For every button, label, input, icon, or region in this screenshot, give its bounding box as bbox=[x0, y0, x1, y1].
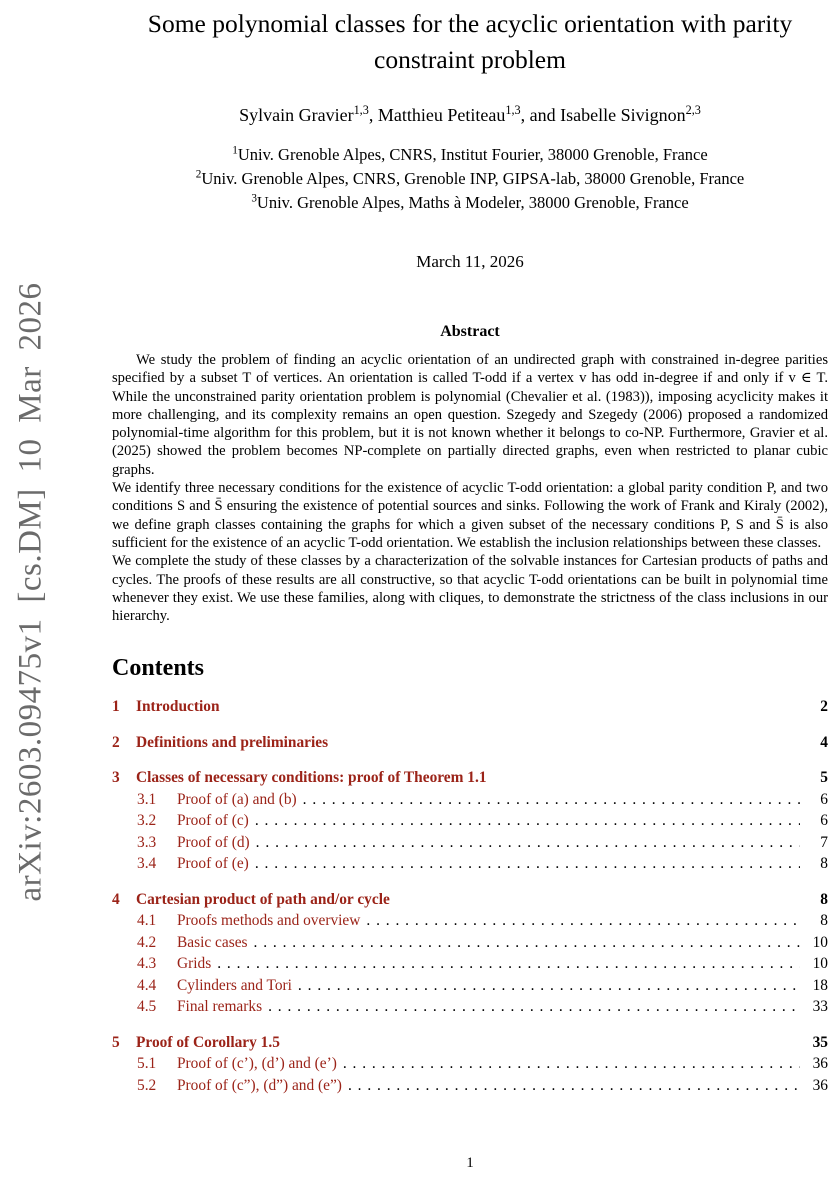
toc-entry-page: 2 bbox=[820, 698, 828, 716]
toc-entry-proof-primes[interactable] bbox=[112, 1053, 828, 1075]
abstract-heading: Abstract bbox=[440, 323, 500, 340]
toc-entry-number: 4.1 bbox=[137, 912, 157, 930]
toc-entry-number: 5.2 bbox=[137, 1076, 157, 1094]
toc-entry-introduction[interactable] bbox=[112, 696, 828, 718]
affiliation-text: Univ. Grenoble Alpes, CNRS, Institut Fourier, 38000 Grenoble, France bbox=[237, 145, 708, 164]
toc-entry-page: 6 bbox=[820, 790, 828, 808]
toc-entry-title: Proof of (a) and (b) bbox=[177, 790, 297, 808]
affiliation-line bbox=[112, 191, 828, 215]
toc-entry-page: 8 bbox=[820, 890, 828, 908]
toc-entry-number: 3.1 bbox=[137, 790, 157, 808]
toc-entry-proof-double-primes[interactable] bbox=[112, 1075, 828, 1097]
toc-entry-number: 4.4 bbox=[137, 976, 157, 994]
toc-entry-page: 4 bbox=[820, 733, 828, 751]
toc-entry-number: 5 bbox=[112, 1033, 120, 1051]
toc-entry-number: 5.1 bbox=[137, 1055, 157, 1073]
author-affiliation-marker: 1,3 bbox=[353, 103, 369, 117]
paper-title bbox=[112, 0, 828, 78]
toc-dot-leader bbox=[343, 1053, 800, 1075]
toc-entry-page: 7 bbox=[820, 833, 828, 851]
author-name: , Matthieu Petiteau bbox=[368, 105, 506, 125]
page-number: 1 bbox=[466, 1155, 474, 1171]
paper-content bbox=[112, 0, 828, 1096]
toc-entry-title: Proof of (e) bbox=[177, 855, 249, 873]
toc-entry-page: 5 bbox=[820, 769, 828, 787]
toc-entry-title: Cylinders and Tori bbox=[177, 976, 292, 994]
abstract-paragraph-3: We complete the study of these classes by a characterization of the solvable instances for Cartesian products of paths and cycles. The proofs of these results are all constructive, so that acyclic T-odd orientations can be built in polynomial time whenever they exist. We use these families, along with cliques, to demonstrate the strictness of the class inclusions in our hierarchy. bbox=[112, 553, 828, 625]
toc-entry-definitions[interactable] bbox=[112, 732, 828, 754]
toc-dot-leader bbox=[268, 996, 800, 1018]
toc-dot-leader bbox=[254, 932, 800, 954]
affiliation-marker: 3 bbox=[251, 192, 257, 205]
paper-date: March 11, 2026 bbox=[416, 252, 524, 271]
toc-entry-number: 4.3 bbox=[137, 955, 157, 973]
toc-entry-classes-necessary-conditions[interactable] bbox=[112, 767, 828, 789]
arxiv-watermark: arXiv:2603.09475v1 [cs.DM] 10 Mar 2026 bbox=[12, 282, 49, 902]
affiliation-text: Univ. Grenoble Alpes, Maths à Modeler, 38000 Grenoble, France bbox=[256, 193, 689, 212]
toc-entry-proof-d[interactable] bbox=[112, 832, 828, 854]
contents-heading: Contents bbox=[112, 655, 205, 682]
toc-entry-title: Proofs methods and overview bbox=[177, 912, 361, 930]
toc-entry-title: Introduction bbox=[136, 698, 220, 716]
toc-entry-final-remarks[interactable] bbox=[112, 996, 828, 1018]
author-name: , and Isabelle Sivignon bbox=[520, 105, 686, 125]
toc-entry-cartesian-product[interactable] bbox=[112, 889, 828, 911]
abstract-paragraph-1: We study the problem of finding an acyclic orientation of an undirected graph with constrained in-degree parities specified by a subset T of vertices. An orientation is called T-odd if a vertex v has odd in-degree if and only if v ∈ T. While the unconstrained parity orientation problem is polynomial (Chevalier et al. (1983)), imposing acyclicity makes it more challenging, and its complexity remains an open question. Szegedy and Szegedy (2006) proposed a randomized polynomial-time algorithm for this problem, but it is not known whether it belongs to co-NP. Furthermore, Gravier et al. (2025) showed the problem becomes NP-complete on partially directed graphs, even when restricted to planar cubic graphs. bbox=[112, 352, 828, 478]
table-of-contents bbox=[112, 696, 828, 1096]
toc-entry-number: 1 bbox=[112, 698, 120, 716]
toc-entry-number: 4 bbox=[112, 890, 120, 908]
author-affiliation-marker: 1,3 bbox=[505, 103, 521, 117]
toc-entry-page: 35 bbox=[812, 1033, 828, 1051]
toc-entry-title: Grids bbox=[177, 955, 212, 973]
toc-entry-title: Proof of Corollary 1.5 bbox=[136, 1033, 280, 1051]
toc-entry-page: 10 bbox=[812, 955, 828, 973]
affiliation-line bbox=[112, 167, 828, 191]
authors-line bbox=[112, 105, 828, 126]
affiliation-marker: 1 bbox=[232, 144, 238, 157]
toc-entry-page: 10 bbox=[812, 933, 828, 951]
toc-entry-proof-corollary[interactable] bbox=[112, 1032, 828, 1054]
toc-entry-number: 4.5 bbox=[137, 998, 157, 1016]
toc-entry-number: 3.2 bbox=[137, 812, 157, 830]
toc-entry-grids[interactable] bbox=[112, 953, 828, 975]
abstract-body bbox=[112, 351, 828, 625]
toc-entry-page: 8 bbox=[820, 912, 828, 930]
toc-entry-page: 36 bbox=[812, 1076, 828, 1094]
toc-entry-number: 3 bbox=[112, 769, 120, 787]
toc-entry-page: 33 bbox=[812, 998, 828, 1016]
toc-entry-title: Basic cases bbox=[177, 933, 248, 951]
toc-entry-number: 3.4 bbox=[137, 855, 157, 873]
toc-entry-proofs-methods[interactable] bbox=[112, 910, 828, 932]
paper-title-line-2: constraint problem bbox=[374, 45, 566, 74]
toc-entry-basic-cases[interactable] bbox=[112, 932, 828, 954]
toc-entry-proof-c[interactable] bbox=[112, 810, 828, 832]
affiliation-line bbox=[112, 143, 828, 167]
toc-dot-leader bbox=[255, 810, 800, 832]
affiliation-marker: 2 bbox=[195, 168, 202, 181]
toc-dot-leader bbox=[217, 953, 800, 975]
toc-dot-leader bbox=[298, 975, 800, 997]
toc-entry-page: 6 bbox=[820, 812, 828, 830]
toc-entry-page: 36 bbox=[812, 1055, 828, 1073]
author-affiliation-marker: 2,3 bbox=[685, 103, 701, 117]
toc-entry-proof-a-b[interactable] bbox=[112, 789, 828, 811]
author-name: Sylvain Gravier bbox=[239, 105, 354, 125]
toc-entry-page: 8 bbox=[820, 855, 828, 873]
toc-dot-leader bbox=[256, 832, 800, 854]
toc-entry-title: Definitions and preliminaries bbox=[136, 733, 329, 751]
toc-dot-leader bbox=[366, 910, 800, 932]
affiliation-text: Univ. Grenoble Alpes, CNRS, Grenoble INP, GIPSA-lab, 38000 Grenoble, France bbox=[201, 169, 745, 188]
toc-entry-title: Proof of (c”), (d”) and (e”) bbox=[177, 1076, 342, 1094]
toc-entry-title: Final remarks bbox=[177, 998, 263, 1016]
affiliations-block bbox=[112, 143, 828, 215]
toc-dot-leader bbox=[255, 853, 800, 875]
toc-entry-number: 2 bbox=[112, 733, 120, 751]
toc-entry-title: Cartesian product of path and/or cycle bbox=[136, 890, 390, 908]
toc-entry-number: 3.3 bbox=[137, 833, 157, 851]
toc-entry-title: Proof of (c’), (d’) and (e’) bbox=[177, 1055, 337, 1073]
toc-entry-number: 4.2 bbox=[137, 933, 157, 951]
abstract-paragraph-2: We identify three necessary conditions for the existence of acyclic T-odd orientation: a global parity condition P, and two conditions S and S̄ ensuring the existence of potential sources and sinks. Following the work of Frank and Kiraly (2002), we define graph classes containing the graphs for which a given subset of the necessary conditions P, S and S̄ is also sufficient for the existence of an acyclic T-odd orientation. We establish the inclusion relationships between these classes. bbox=[112, 480, 828, 551]
toc-dot-leader bbox=[303, 789, 800, 811]
toc-entry-page: 18 bbox=[812, 976, 828, 994]
toc-entry-title: Proof of (c) bbox=[177, 812, 249, 830]
toc-entry-proof-e[interactable] bbox=[112, 853, 828, 875]
toc-entry-title: Proof of (d) bbox=[177, 833, 250, 851]
toc-entry-title: Classes of necessary conditions: proof of Theorem 1.1 bbox=[136, 769, 487, 787]
toc-dot-leader bbox=[348, 1075, 800, 1097]
paper-title-line-1: Some polynomial classes for the acyclic orientation with parity bbox=[147, 9, 793, 38]
toc-entry-cylinders-tori[interactable] bbox=[112, 975, 828, 997]
